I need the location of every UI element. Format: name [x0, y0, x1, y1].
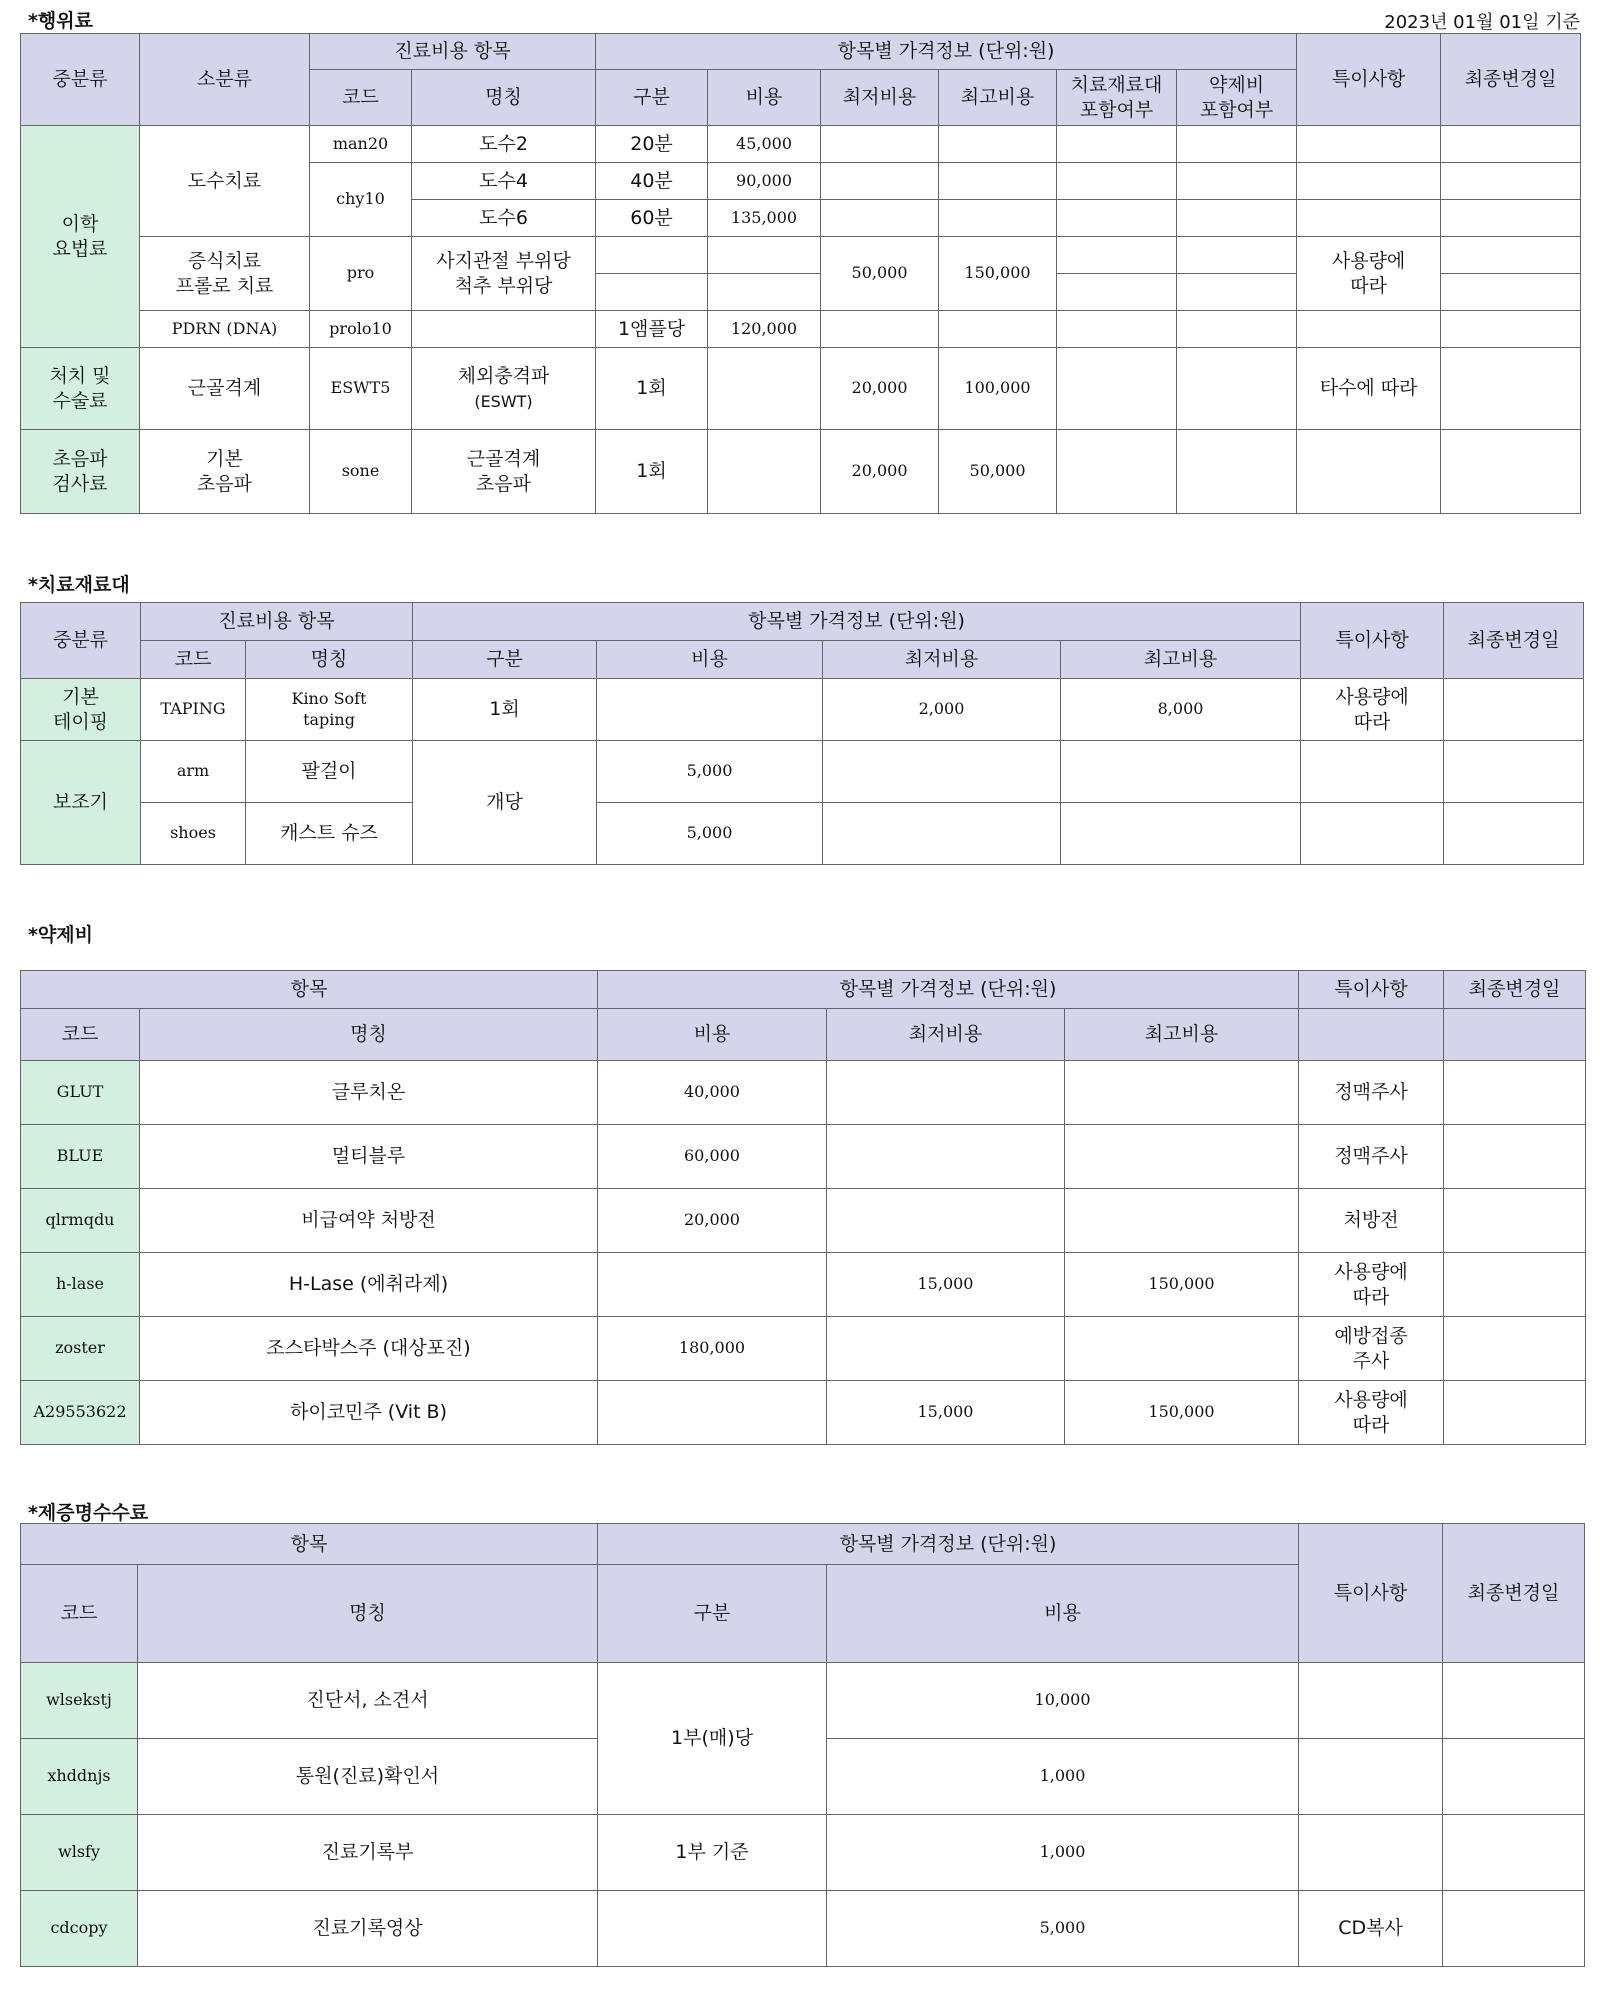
name-cell: 진료기록영상 [138, 1891, 598, 1967]
header-min-cost: 최저비용 [823, 641, 1061, 679]
name-cell: H-Lase (에취라제) [140, 1253, 598, 1317]
header-price-info: 항목별 가격정보 (단위:원) [598, 971, 1299, 1009]
sub-category-cell: 근골격계 [140, 348, 310, 430]
header-cost: 비용 [708, 70, 821, 126]
table-row [21, 1189, 1586, 1253]
name-subtext: (ESWT) [474, 391, 533, 411]
name-cell: 도수4 [412, 163, 596, 200]
name-cell: 근골격계 초음파 [412, 430, 596, 514]
header-item: 항목 [21, 971, 598, 1009]
section-title-materials: *치료재료대 [28, 574, 130, 596]
name-cell: 팔걸이 [246, 741, 413, 803]
header-division: 구분 [598, 1565, 827, 1663]
header-code: 코드 [21, 1009, 140, 1061]
division-cell: 1부(매)당 [598, 1663, 827, 1815]
cost-cell: 60,000 [598, 1125, 827, 1189]
min-cost-cell: 50,000 [821, 237, 939, 311]
max-cost-cell [1065, 1125, 1299, 1189]
cost-cell: 1,000 [827, 1739, 1299, 1815]
note-cell: 예방접종 주사 [1299, 1317, 1444, 1381]
name-cell [412, 348, 596, 430]
name-cell: 통원(진료)확인서 [138, 1739, 598, 1815]
header-sub-category: 소분류 [140, 34, 310, 126]
name-cell: 멀티블루 [140, 1125, 598, 1189]
header-name: 명칭 [138, 1565, 598, 1663]
table-row [21, 803, 1584, 865]
table-row [21, 1381, 1586, 1445]
name-cell: 비급여약 처방전 [140, 1189, 598, 1253]
header-mid-category: 중분류 [21, 603, 141, 679]
division-cell: 1회 [596, 430, 708, 514]
min-cost-cell [827, 1061, 1065, 1125]
header-code: 코드 [141, 641, 246, 679]
max-cost-cell [1065, 1189, 1299, 1253]
header-note: 특이사항 [1297, 34, 1441, 126]
category-physical-therapy: 이학 요법료 [21, 126, 140, 348]
division-cell: 60분 [596, 200, 708, 237]
name-cell: 하이코민주 (Vit B) [140, 1381, 598, 1445]
header-last-changed: 최종변경일 [1444, 603, 1584, 679]
name-cell: 도수2 [412, 126, 596, 163]
header-cost-items: 진료비용 항목 [310, 34, 596, 70]
table-row [21, 311, 1581, 348]
max-cost-cell: 8,000 [1061, 679, 1301, 741]
sub-category-cell: 기본 초음파 [140, 430, 310, 514]
header-last-changed: 최종변경일 [1444, 971, 1586, 1009]
cost-cell: 120,000 [708, 311, 821, 348]
table-row [21, 126, 1581, 163]
cost-cell [598, 1381, 827, 1445]
cost-cell: 10,000 [827, 1663, 1299, 1739]
name-cell: 글루치온 [140, 1061, 598, 1125]
cost-cell: 180,000 [598, 1317, 827, 1381]
note-cell: 정맥주사 [1299, 1125, 1444, 1189]
table-row [21, 1317, 1586, 1381]
division-cell: 1부 기준 [598, 1815, 827, 1891]
section-title-drugs: *약제비 [28, 924, 93, 946]
drugs-table [20, 970, 1586, 1445]
division-cell: 개당 [413, 741, 597, 865]
name-text: 체외충격파 [457, 364, 550, 387]
table-row [21, 741, 1584, 803]
table-row [21, 348, 1581, 430]
cost-cell: 5,000 [827, 1891, 1299, 1967]
division-cell: 40분 [596, 163, 708, 200]
code-cell: cdcopy [21, 1891, 138, 1967]
header-price-info: 항목별 가격정보 (단위:원) [596, 34, 1297, 70]
code-cell: TAPING [141, 679, 246, 741]
materials-table [20, 602, 1584, 865]
code-cell: zoster [21, 1317, 140, 1381]
code-cell: BLUE [21, 1125, 140, 1189]
cost-cell: 5,000 [597, 741, 823, 803]
note-cell: CD복사 [1299, 1891, 1443, 1967]
code-cell: prolo10 [310, 311, 412, 348]
header-price-info: 항목별 가격정보 (단위:원) [598, 1524, 1299, 1565]
max-cost-cell: 150,000 [1065, 1253, 1299, 1317]
max-cost-cell [1065, 1317, 1299, 1381]
name-cell: Kino Soft taping [246, 679, 413, 741]
min-cost-cell: 20,000 [821, 348, 939, 430]
header-division: 구분 [596, 70, 708, 126]
division-cell: 1회 [596, 348, 708, 430]
code-cell: qlrmqdu [21, 1189, 140, 1253]
table-row [21, 679, 1584, 741]
header-note: 특이사항 [1301, 603, 1444, 679]
category-treatment-surgery: 처치 및 수술료 [21, 348, 140, 430]
code-cell: GLUT [21, 1061, 140, 1125]
table-row [21, 1891, 1585, 1967]
note-cell: 사용량에 따라 [1299, 1253, 1444, 1317]
procedure-fees-table [20, 33, 1581, 514]
reference-date: 2023년 01월 01일 기준 [1384, 12, 1580, 33]
table-row [21, 237, 1581, 274]
min-cost-cell: 15,000 [827, 1381, 1065, 1445]
header-note: 특이사항 [1299, 1524, 1443, 1663]
name-cell: 사지관절 부위당 척추 부위당 [412, 237, 596, 311]
code-cell: sone [310, 430, 412, 514]
header-price-info: 항목별 가격정보 (단위:원) [413, 603, 1301, 641]
table-row [21, 1815, 1585, 1891]
header-last-changed: 최종변경일 [1441, 34, 1581, 126]
code-cell: xhddnjs [21, 1739, 138, 1815]
header-cost: 비용 [597, 641, 823, 679]
cost-cell: 40,000 [598, 1061, 827, 1125]
category-ultrasound: 초음파 검사료 [21, 430, 140, 514]
note-cell: 사용량에 따라 [1301, 679, 1444, 741]
min-cost-cell [827, 1189, 1065, 1253]
header-max-cost: 최고비용 [1061, 641, 1301, 679]
header-code: 코드 [310, 70, 412, 126]
name-cell: 진단서, 소견서 [138, 1663, 598, 1739]
division-cell: 20분 [596, 126, 708, 163]
cost-cell: 135,000 [708, 200, 821, 237]
header-cost: 비용 [827, 1565, 1299, 1663]
cost-cell: 90,000 [708, 163, 821, 200]
code-cell: wlsekstj [21, 1663, 138, 1739]
table-row [21, 1061, 1586, 1125]
note-cell: 타수에 따라 [1297, 348, 1441, 430]
note-cell: 사용량에 따라 [1297, 237, 1441, 311]
max-cost-cell: 150,000 [939, 237, 1057, 311]
code-cell: A29553622 [21, 1381, 140, 1445]
min-cost-cell: 15,000 [827, 1253, 1065, 1317]
sub-prolotherapy: 증식치료 프롤로 치료 [140, 237, 310, 311]
header-code: 코드 [21, 1565, 138, 1663]
header-cost: 비용 [598, 1009, 827, 1061]
max-cost-cell [1065, 1061, 1299, 1125]
header-max-cost: 최고비용 [939, 70, 1057, 126]
cost-cell [598, 1253, 827, 1317]
header-division: 구분 [413, 641, 597, 679]
sub-manual-therapy: 도수치료 [140, 126, 310, 237]
name-cell: 도수6 [412, 200, 596, 237]
min-cost-cell: 20,000 [821, 430, 939, 514]
code-cell: man20 [310, 126, 412, 163]
header-cost-items: 진료비용 항목 [141, 603, 413, 641]
header-material-included: 치료재료대 포함여부 [1057, 70, 1177, 126]
name-cell: 조스타박스주 (대상포진) [140, 1317, 598, 1381]
max-cost-cell: 50,000 [939, 430, 1057, 514]
table-row [21, 1253, 1586, 1317]
code-cell: shoes [141, 803, 246, 865]
header-mid-category: 중분류 [21, 34, 140, 126]
note-cell: 처방전 [1299, 1189, 1444, 1253]
division-cell: 1앰플당 [596, 311, 708, 348]
min-cost-cell [827, 1125, 1065, 1189]
sub-pdrn: PDRN (DNA) [140, 311, 310, 348]
header-max-cost: 최고비용 [1065, 1009, 1299, 1061]
cost-cell: 1,000 [827, 1815, 1299, 1891]
division-cell [598, 1891, 827, 1967]
header-name: 명칭 [140, 1009, 598, 1061]
header-drug-included: 약제비 포함여부 [1177, 70, 1297, 126]
code-cell: ESWT5 [310, 348, 412, 430]
header-min-cost: 최저비용 [821, 70, 939, 126]
note-cell: 사용량에 따라 [1299, 1381, 1444, 1445]
code-cell: arm [141, 741, 246, 803]
min-cost-cell [827, 1317, 1065, 1381]
header-item: 항목 [21, 1524, 598, 1565]
header-name: 명칭 [412, 70, 596, 126]
code-cell: pro [310, 237, 412, 311]
category-brace: 보조기 [21, 741, 141, 865]
table-row [21, 1125, 1586, 1189]
name-cell: 캐스트 슈즈 [246, 803, 413, 865]
cost-cell: 5,000 [597, 803, 823, 865]
table-row [21, 1663, 1585, 1739]
max-cost-cell: 150,000 [1065, 1381, 1299, 1445]
code-cell: chy10 [310, 163, 412, 237]
note-cell: 정맥주사 [1299, 1061, 1444, 1125]
name-cell: 진료기록부 [138, 1815, 598, 1891]
division-cell: 1회 [413, 679, 597, 741]
header-note: 특이사항 [1299, 971, 1444, 1009]
certificate-fees-table [20, 1523, 1585, 1967]
section-title-certificates: *제증명수수료 [28, 1502, 149, 1524]
code-cell: wlsfy [21, 1815, 138, 1891]
cost-cell: 20,000 [598, 1189, 827, 1253]
header-name: 명칭 [246, 641, 413, 679]
table-row [21, 430, 1581, 514]
header-last-changed: 최종변경일 [1443, 1524, 1585, 1663]
section-title-procedure-fees: *행위료 [28, 10, 93, 32]
header-min-cost: 최저비용 [827, 1009, 1065, 1061]
min-cost-cell: 2,000 [823, 679, 1061, 741]
category-taping: 기본 테이핑 [21, 679, 141, 741]
code-cell: h-lase [21, 1253, 140, 1317]
cost-cell: 45,000 [708, 126, 821, 163]
max-cost-cell: 100,000 [939, 348, 1057, 430]
